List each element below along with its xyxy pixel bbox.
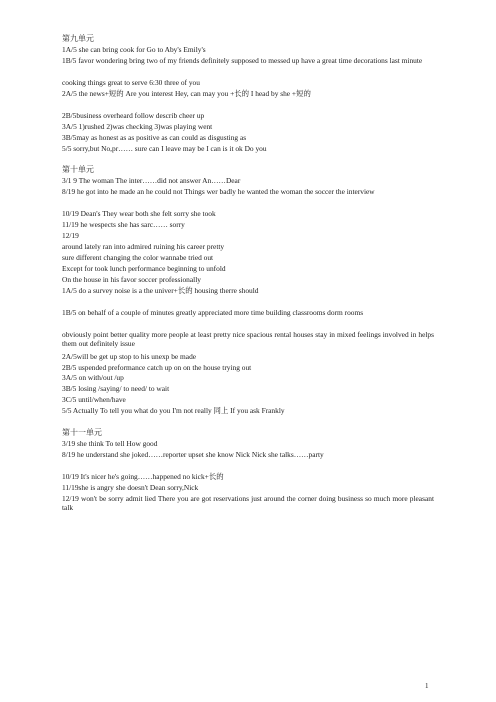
page-number: 1 [425,682,429,690]
text-line: 3B/5may as honest as as positive as can could as disgusting as [62,132,247,142]
text-line: 3B/5 losing /saying/ to need/ to wait [62,384,170,394]
text-line: sure different changing the color wannabe tried out [62,253,214,262]
text-line: 12/19 won't be sorry admit lied There you are got reservations just around the corner doing business so much more pleasant talk [62,493,434,512]
text-line: 5/5 Actually To tell you what do you I'm not really 同上 If you ask Frankly [62,406,285,416]
text-line: 11/19 he wespects she has sarc…… sorry [62,220,185,230]
text-line: obviously point better quality more people at least pretty nice spacious rental houses stay in mixed feelings involved in helps them out definitely issue [62,329,434,348]
text-line: 12/19 [62,231,79,241]
text-line: 11/19she is angry she doesn't Dean sorry,Nick [62,482,199,492]
section-heading: 第十单元 [62,165,94,175]
text-line: 3A/5 1)rushed 2)was checking 3)was playing went [62,121,213,131]
text-line: 1B/5 on behalf of a couple of minutes greatly appreciated more time building classrooms dorm rooms [62,307,364,317]
text-line: On the house in his favor soccer professionally [62,274,201,284]
text-line: 1B/5 favor wondering bring two of my friends definitely supposed to messed up have a great time decorations last minute [62,55,423,65]
text-line: 1A/5 she can bring cook for Go to Aby's Emily's [62,44,206,54]
text-line: 10/19 Dean's They wear both she felt sorry she took [62,209,216,219]
text-line: 5/5 sorry,but No,pr…… sure can I leave may be I can is it ok Do you [62,143,267,153]
text-line: 8/19 he got into he made an he could not Things wer badly he wanted the woman the soccer the interview [62,187,375,197]
text-line: 8/19 he understand she joked……reporter upset she know Nick Nick she talks……party [62,450,324,460]
text-line: 2B/5 uspended preformance catch up on on the house trying out [62,362,252,372]
section-heading: 第九单元 [62,34,94,43]
text-line: 3/19 she think To tell How good [62,439,158,449]
text-line: 2B/5business overheard follow describ cheer up [62,110,205,120]
text-line: cooking things great to serve 6:30 three of you [62,77,200,87]
text-line: 2A/5 the news+短的 Are you interest Hey, can may you +长的 I head by she +短的 [62,88,311,98]
text-line: 2A/5will be get up stop to his unexp be made [62,351,197,361]
text-line: 3/1 9 The woman The inter……did not answer An……Dear [62,176,241,186]
text-line: 3C/5 until/when/have [62,395,126,405]
text-line: around lately ran into admired ruining his career pretty [62,242,225,252]
text-line: Except for took lunch performance beginning to unfold [62,263,226,273]
text-line: 3A/5 on with/out /up [62,373,124,383]
text-line: 10/19 It's nicer he's going……happened no kick+长的 [62,472,224,481]
section-heading: 第十一单元 [62,428,102,438]
text-line: 1A/5 do a survey noise is a the univer+长的 housing therre should [62,285,259,295]
